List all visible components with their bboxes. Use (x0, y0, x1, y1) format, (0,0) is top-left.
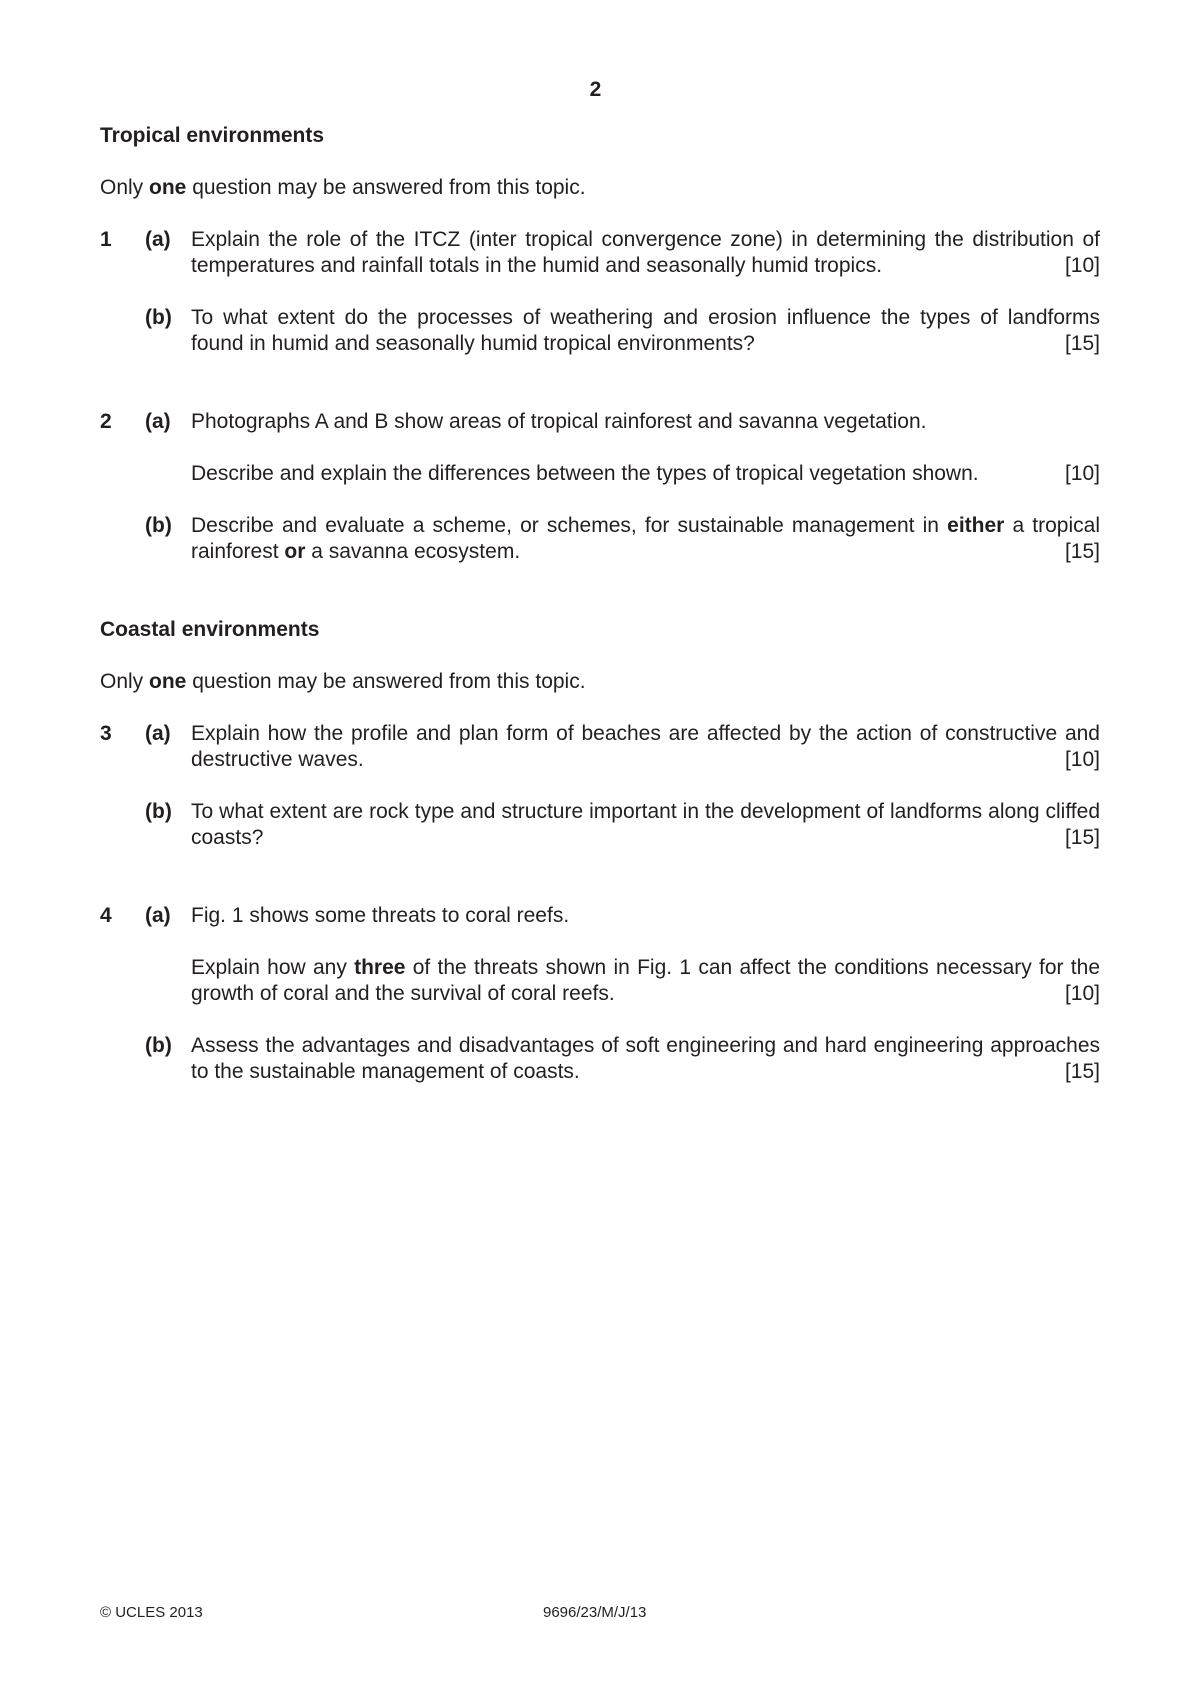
question-body: Photographs A and B show areas of tropical rainforest and savanna vegetation. (191, 410, 927, 433)
page-number: 2 (589, 78, 602, 101)
question-text (191, 903, 1100, 929)
part-label: (a) (145, 904, 171, 927)
part-label: (a) (145, 410, 171, 433)
instruction-text: Only (100, 670, 150, 693)
part-label: (b) (145, 1034, 172, 1057)
question-text (191, 305, 1100, 357)
part-label: (a) (145, 228, 171, 251)
question-body: of the threats shown in Fig. 1 can affect the conditions necessary for the growth of coral and the survival of coral reefs. (191, 956, 1100, 1005)
question-part (100, 227, 1100, 279)
question-part (100, 1033, 1100, 1085)
instruction-emphasis: one (149, 176, 187, 199)
section-instruction (100, 175, 1100, 201)
marks-allocation: [15] (1064, 332, 1100, 355)
question-text (191, 513, 1100, 565)
part-label: (b) (145, 306, 172, 329)
question-number: 3 (100, 722, 112, 745)
question-body: Assess the advantages and disadvantages of soft engineering and hard engineering approaches to the sustainable management of coasts. (191, 1034, 1100, 1083)
question-body: To what extent are rock type and structure important in the development of landforms along cliffed coasts? (191, 800, 1100, 849)
question-part (100, 305, 1100, 357)
question-text (191, 227, 1100, 279)
instruction-text: question may be answered from this topic. (186, 670, 586, 693)
marks-allocation: [15] (1064, 1060, 1100, 1083)
question-text (191, 1033, 1100, 1085)
page-content (100, 123, 1100, 1111)
question-text (191, 409, 1100, 435)
question-body: a tropical rainforest (191, 514, 1100, 563)
section-heading: Coastal environments (100, 618, 320, 641)
marks-allocation: [10] (1064, 254, 1100, 277)
question-part (100, 721, 1100, 773)
question-number: 4 (100, 904, 112, 927)
question-4 (100, 903, 1100, 1085)
copyright-notice: © UCLES 2013 (100, 1604, 203, 1621)
emphasis: or (284, 540, 306, 563)
instruction-text: Only (100, 176, 150, 199)
section-coastal-environments (100, 617, 1100, 1085)
question-part (100, 799, 1100, 851)
part-label: (a) (145, 722, 171, 745)
question-part (100, 903, 1100, 1007)
question-body: To what extent do the processes of weathering and erosion influence the types of landforms found in humid and seasonally humid tropical environments? (191, 306, 1100, 355)
part-label: (b) (145, 514, 172, 537)
question-text (191, 461, 1100, 487)
instruction-text: question may be answered from this topic. (186, 176, 586, 199)
part-label: (b) (145, 800, 172, 823)
question-number: 1 (100, 228, 112, 251)
marks-allocation: [10] (1064, 982, 1100, 1005)
question-text (191, 955, 1100, 1007)
question-2 (100, 409, 1100, 565)
section-instruction (100, 669, 1100, 695)
question-body: Explain the role of the ITCZ (inter tropical convergence zone) in determining the distribution of temperatures and rainfall totals in the humid and seasonally humid tropics. (191, 228, 1100, 277)
question-body: Describe and evaluate a scheme, or schemes, for sustainable management in (191, 514, 948, 537)
section-heading: Tropical environments (100, 124, 325, 147)
question-body: Describe and explain the differences between the types of tropical vegetation shown. (191, 462, 979, 485)
question-body: Fig. 1 shows some threats to coral reefs. (191, 904, 570, 927)
paper-code: 9696/23/M/J/13 (543, 1604, 647, 1621)
emphasis: either (947, 514, 1005, 537)
marks-allocation: [10] (1064, 462, 1100, 485)
question-body: Explain how the profile and plan form of beaches are affected by the action of constructive and destructive waves. (191, 722, 1100, 771)
question-text (191, 721, 1100, 773)
question-part (100, 409, 1100, 487)
question-text (191, 799, 1100, 851)
emphasis: three (354, 956, 406, 979)
question-3 (100, 721, 1100, 851)
question-1 (100, 227, 1100, 357)
instruction-emphasis: one (149, 670, 187, 693)
marks-allocation: [15] (1064, 540, 1100, 563)
question-part (100, 513, 1100, 565)
question-body: Explain how any (191, 956, 355, 979)
marks-allocation: [10] (1064, 748, 1100, 771)
question-body: a savanna ecosystem. (305, 540, 521, 563)
marks-allocation: [15] (1064, 826, 1100, 849)
question-number: 2 (100, 410, 112, 433)
section-tropical-environments (100, 123, 1100, 565)
